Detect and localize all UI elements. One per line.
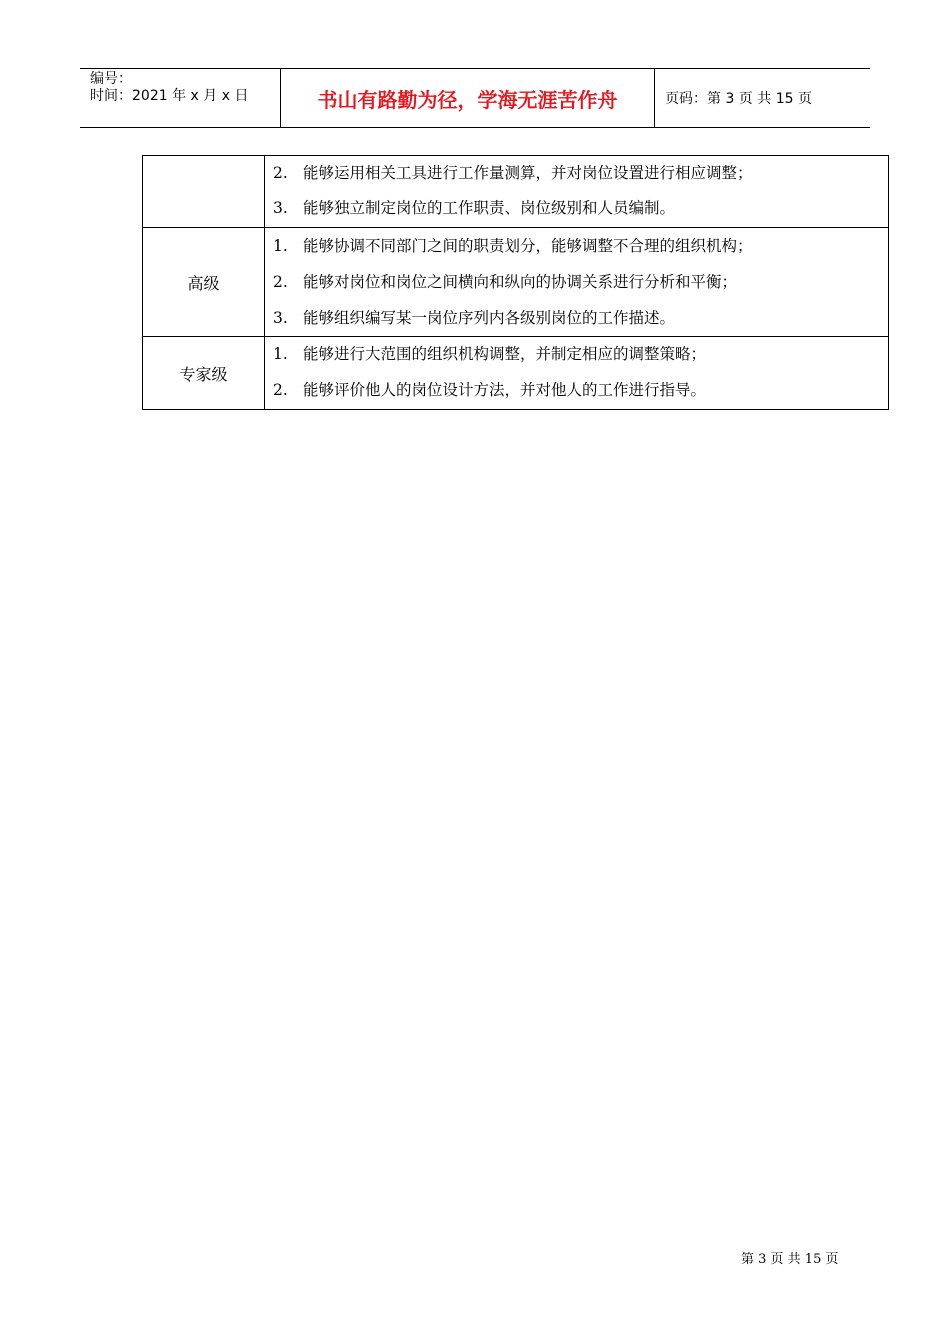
page-footer: 第 3 页 共 15 页 <box>741 1252 839 1267</box>
item-number: 1. <box>273 237 288 255</box>
item-text: 能够协调不同部门之间的职责划分，能够调整不合理的组织机构； <box>303 237 753 255</box>
level-cell: 高级 <box>143 228 265 337</box>
item-text: 能够评价他人的岗位设计方法，并对他人的工作进行指导。 <box>303 381 707 399</box>
header-page-info: 页码：第 3 页 共 15 页 <box>665 91 812 107</box>
list-item <box>265 228 888 264</box>
table-row <box>143 228 889 337</box>
item-text: 能够运用相关工具进行工作量测算，并对岗位设置进行相应调整； <box>303 164 753 182</box>
list-item <box>265 264 888 300</box>
requirements-cell <box>265 337 889 410</box>
level-cell <box>143 156 265 228</box>
requirements-cell <box>265 228 889 337</box>
item-text: 能够独立制定岗位的工作职责、岗位级别和人员编制。 <box>303 199 676 217</box>
item-number: 2. <box>273 381 288 399</box>
item-number: 3. <box>273 199 288 217</box>
list-item <box>265 191 888 226</box>
list-item <box>265 373 888 409</box>
item-number: 2. <box>273 273 288 291</box>
table-row <box>143 156 889 228</box>
item-text: 能够对岗位和岗位之间横向和纵向的协调关系进行分析和平衡； <box>303 273 738 291</box>
list-item <box>265 300 888 336</box>
item-text: 能够组织编写某一岗位序列内各级别岗位的工作描述。 <box>303 309 676 327</box>
requirements-cell <box>265 156 889 228</box>
table-row <box>143 337 889 410</box>
item-number: 3. <box>273 309 288 327</box>
competency-table <box>142 155 889 410</box>
header-motto: 书山有路勤为径，学海无涯苦作舟 <box>281 69 655 127</box>
document-date: 时间：2021 年 x 月 x 日 <box>90 88 249 104</box>
item-number: 1. <box>273 345 288 363</box>
item-text: 能够进行大范围的组织机构调整，并制定相应的调整策略； <box>303 345 707 363</box>
page-header <box>80 68 870 128</box>
list-item <box>265 156 888 191</box>
level-cell: 专家级 <box>143 337 265 410</box>
header-meta <box>80 69 281 127</box>
item-number: 2. <box>273 164 288 182</box>
list-item <box>265 337 888 373</box>
document-number-label: 编号： <box>90 71 132 87</box>
